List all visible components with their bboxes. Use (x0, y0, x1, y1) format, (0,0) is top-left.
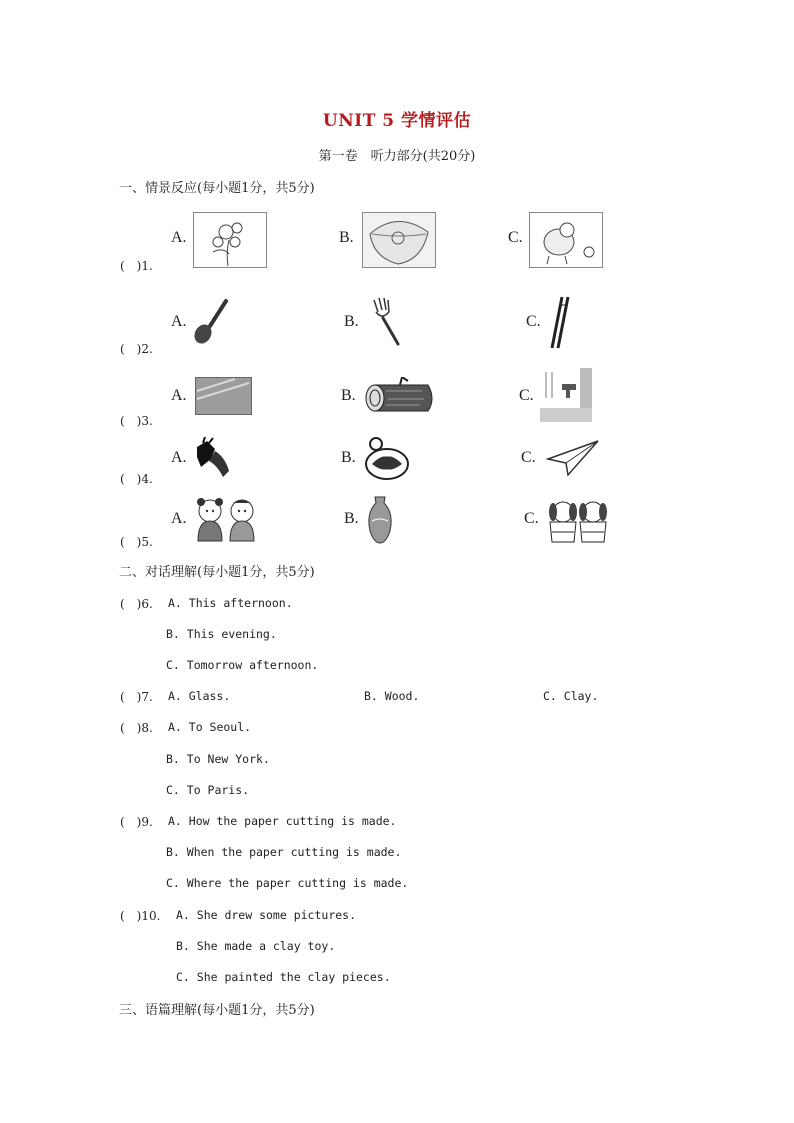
option-label-3b: B. (341, 387, 356, 404)
question-number-2: ( )2. (120, 342, 153, 356)
section-heading-3: 三、语篇理解(每小题1分，共5分) (119, 1003, 315, 1018)
q9-option-c: C. Where the paper cutting is made. (166, 876, 409, 890)
chopsticks-icon (546, 295, 572, 351)
water-tap-icon (540, 368, 592, 422)
paper-cutting-icon (364, 434, 410, 482)
wood-log-icon (362, 377, 438, 415)
q6-option-a: A. This afternoon. (168, 596, 293, 610)
q7-option-a: A. Glass. (168, 689, 231, 703)
vase-icon (366, 495, 394, 545)
glass-pane-icon (195, 377, 252, 415)
option-label-4b: B. (341, 449, 356, 466)
q10-option-b: B. She made a clay toy. (176, 939, 336, 953)
section-heading-2: 二、对话理解(每小题1分，共5分) (119, 565, 315, 580)
q8-option-a: A. To Seoul. (168, 720, 252, 734)
option-label-2a: A. (171, 313, 187, 330)
option-label-5c: C. (524, 510, 539, 527)
q8-option-b: B. To New York. (166, 752, 270, 766)
page-title: UNIT 5 学情评估 (322, 111, 472, 131)
question-number-10: ( )10. (120, 909, 161, 923)
fork-icon (368, 296, 404, 348)
q6-option-b: B. This evening. (166, 627, 277, 641)
dog-cups-icon (546, 496, 610, 544)
option-label-5b: B. (344, 510, 359, 527)
question-number-4: ( )4. (120, 472, 153, 486)
leaf-painting-icon (362, 212, 436, 268)
option-label-5a: A. (171, 510, 187, 527)
option-label-3c: C. (519, 387, 534, 404)
option-label-1b: B. (339, 229, 354, 246)
question-number-8: ( )8. (120, 721, 153, 735)
option-label-2c: C. (526, 313, 541, 330)
option-label-3a: A. (171, 387, 187, 404)
q6-option-c: C. Tomorrow afternoon. (166, 658, 319, 672)
question-number-3: ( )3. (120, 414, 153, 428)
shadow-puppet-icon (193, 437, 233, 479)
lotus-flower-icon (193, 212, 267, 268)
question-number-1: ( )1. (120, 259, 153, 273)
clay-dolls-icon (192, 497, 272, 543)
option-label-4a: A. (171, 449, 187, 466)
q10-option-a: A. She drew some pictures. (176, 908, 357, 922)
question-number-9: ( )9. (120, 815, 153, 829)
option-label-4c: C. (521, 449, 536, 466)
q10-option-c: C. She painted the clay pieces. (176, 970, 391, 984)
q8-option-c: C. To Paris. (166, 783, 250, 797)
page-subtitle: 第一卷 听力部分(共20分) (318, 149, 476, 164)
sheep-knitting-icon (529, 212, 603, 268)
question-number-6: ( )6. (120, 597, 153, 611)
paper-plane-icon (546, 439, 600, 477)
option-label-2b: B. (344, 313, 359, 330)
q7-option-c: C. Clay. (543, 689, 599, 703)
option-label-1c: C. (508, 229, 523, 246)
question-number-7: ( )7. (120, 690, 153, 704)
question-number-5: ( )5. (120, 535, 153, 549)
option-label-1a: A. (171, 229, 187, 246)
spoon-icon (190, 298, 234, 346)
q9-option-a: A. How the paper cutting is made. (168, 814, 397, 828)
section-heading-1: 一、情景反应(每小题1分，共5分) (119, 181, 315, 196)
q7-option-b: B. Wood. (364, 689, 420, 703)
q9-option-b: B. When the paper cutting is made. (166, 845, 402, 859)
